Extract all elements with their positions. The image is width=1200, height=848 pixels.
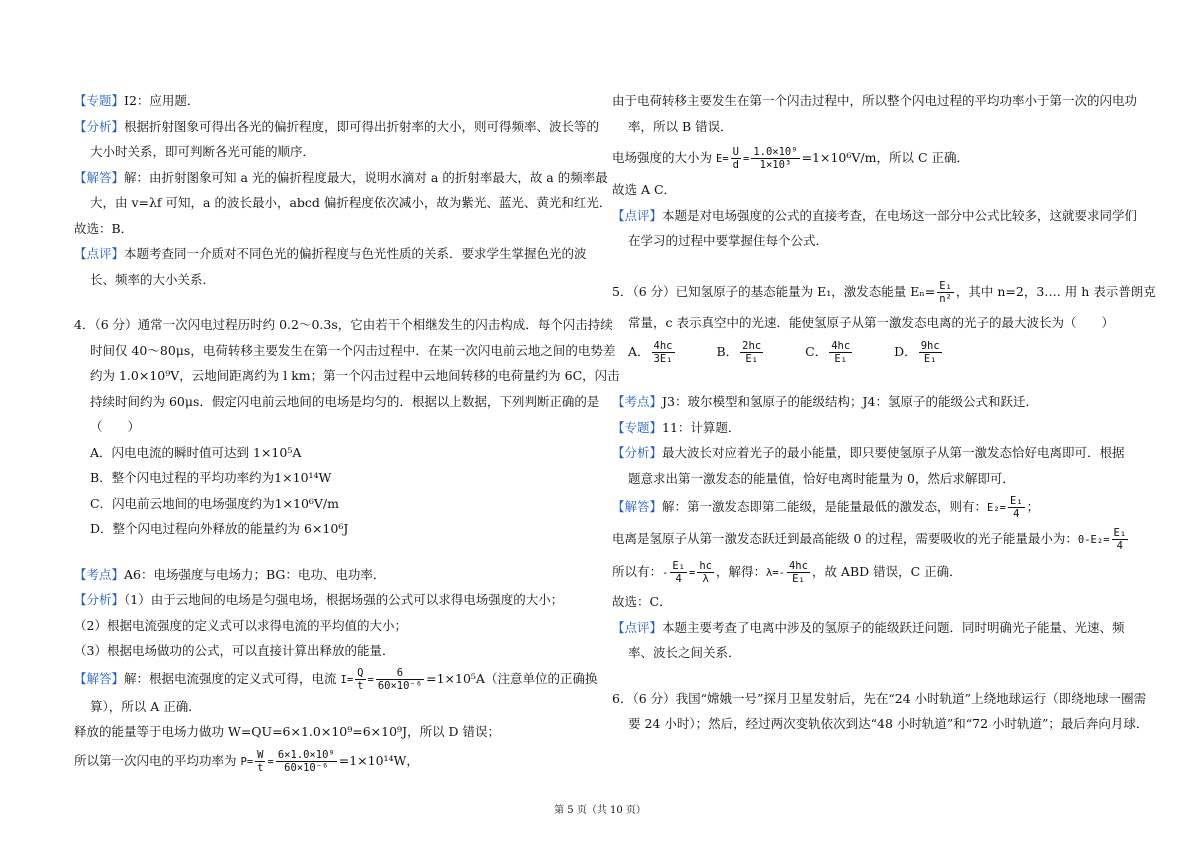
q5-zhuanti xyxy=(612,415,1132,441)
formula-e2-lhs: E₂= xyxy=(987,502,1006,514)
q4-option-c: C．闪电前云地间的电场强度约为1×10⁶V/m xyxy=(90,495,339,511)
spacer xyxy=(612,369,1132,389)
fraction-hc-over-lambda: $\frac{hc}{\lambda}$ xyxy=(699,560,712,585)
spacer xyxy=(612,666,1132,686)
q5-ionization-line xyxy=(612,523,1132,555)
q5-option-d: D． $\frac{9hc}{\text{E₁}}$ xyxy=(894,340,940,365)
fraction-6-over-60e-6: $\frac{6}{\text{60×10⁻⁶}}$ xyxy=(377,666,423,692)
fraction-e1-over-n2: $\frac{\text{E₁}}{\text{n²}}$ xyxy=(939,279,952,305)
formula-lambda-lhs: λ= xyxy=(766,567,779,579)
spacer xyxy=(612,254,1132,274)
q5-solve-text-2: ，解得： xyxy=(715,564,766,579)
q5-jieda-text: 解：第一激发态即第二能级，是能量最低的激发态，则有： xyxy=(662,499,988,514)
tag-dianping: 【点评】 xyxy=(612,207,663,223)
q4-kaodian xyxy=(74,562,594,588)
q6-stem-line-1: 6．（6 分）我国“嫦娥一号”探月卫星发射后，先在“24 小时轨道”上绕地球运行（即绕地球一圈需 xyxy=(612,690,1147,706)
tag-kaodian: 【考点】 xyxy=(612,394,663,409)
q4-field-text: 电场强度的大小为 xyxy=(612,150,713,165)
q3-zhuanti-text: I2：应用题． xyxy=(124,93,200,108)
q3-fenxi xyxy=(74,114,600,140)
tag-jieda: 【解答】 xyxy=(74,169,125,185)
tag-jieda: 【解答】 xyxy=(612,499,663,514)
fraction-energy-over-time: $\frac{\text{6×1.0×10⁹}}{\text{60×10⁻⁶}}$ xyxy=(277,748,335,774)
q4-option-d: D．整个闪电过程向外释放的能量约为 6×10⁶J xyxy=(90,521,349,536)
formula-power-lhs: P= xyxy=(240,755,254,768)
q4-dianping-text-2: 在学习的过程中要掌握住每个公式． xyxy=(628,233,829,248)
q4-stem-line-5: （ ） xyxy=(90,419,141,434)
q5-stem-text-2: ，其中 n=2，3…. 用 h 表示普朗克 xyxy=(955,283,1156,299)
page-footer: 第 5 页（共 10 页） xyxy=(554,805,646,816)
tag-zhuanti: 【专题】 xyxy=(612,419,663,435)
left-column xyxy=(74,88,620,777)
q5-fenxi-text-2: 题意求出第一激发态的能量值，恰好电离时能量为 0，然后求解即可． xyxy=(628,470,1015,486)
q4-dianping xyxy=(612,203,1138,229)
q3-fenxi-text-2: 大小时关系，即可判断各光可能的顺序． xyxy=(90,144,316,159)
q4-dianping-text-1: 本题是对电场强度的公式的直接考查，在电场这一部分中公式比较多，这就要求同学们 xyxy=(662,207,1138,223)
q4-jieda-note: （注意单位的正确换 xyxy=(484,670,598,686)
q5-options xyxy=(612,335,1132,369)
tag-dianping: 【点评】 xyxy=(612,619,663,635)
q3-fenxi-text-1: 根据折射图象可得出各光的偏折程度，即可得出折射率的大小，则可得频率、波长等的 xyxy=(124,118,600,134)
formula-field-lhs: E= xyxy=(716,153,729,165)
q5-stem-line-2: 常量，c 表示真空中的光速．能使氢原子从第一激发态电离的光子的最大波长为（ ） xyxy=(628,314,1114,330)
q4-stem-line-1: 4．（6 分）通常一次闪电过程历时约 0.2～0.3s，它由若干个相继发生的闪击构成．每个闪击持续 xyxy=(74,317,613,332)
q4-energy-line: 释放的能量等于电场力做功 W=QU=6×1.0×10⁹=6×10⁹J，所以 D 错误； xyxy=(74,724,501,739)
q4-field-line: 电场强度的大小为 E= $\frac{U}{d}$ = $\frac{\text{1.0×10⁹}}{\text{1×10³}}$ =1×10⁶V/m，所以 C 正确． xyxy=(612,146,969,171)
q5-dianping xyxy=(612,615,1132,641)
right-column xyxy=(612,88,1156,737)
formula-ion-lhs: 0-E₂= xyxy=(1077,534,1110,546)
q4-fenxi-text-3: （3）根据电场做功的公式，可以直接计算出释放的能量． xyxy=(74,643,395,658)
fraction-e1-over-4: $\frac{\text{E₁}}{4}$ xyxy=(672,560,685,585)
tag-fenxi: 【分析】 xyxy=(612,445,663,460)
fraction-voltage-over-distance: $\frac{\text{1.0×10⁹}}{\text{1×10³}}$ xyxy=(753,146,798,171)
tag-dianping: 【点评】 xyxy=(74,246,125,261)
q3-dianping-text-1: 本题考查同一介质对不同色光的偏折程度与色光性质的关系．要求学生掌握色光的波 xyxy=(124,246,587,261)
q5-kaodian-text: J3：玻尔模型和氢原子的能级结构；J4：氢原子的能级公式和跃迁． xyxy=(662,394,1038,409)
q3-dianping xyxy=(74,241,594,267)
q5-option-a: A． $\frac{4hc}{\text{3E₁}}$ xyxy=(628,340,673,365)
q3-dianping-text-2: 长、频率的大小关系． xyxy=(90,271,216,287)
spacer xyxy=(74,292,594,312)
q4-stem-line-2: 时间仅 40～80μs，电荷转移主要发生在第一个闪击过程中．在某一次闪电前云地之间的电势差 xyxy=(90,342,616,358)
q4-fenxi-text-2: （2）根据电流强度的定义式可以求得电流的平均值的大小； xyxy=(74,617,407,633)
q5-option-b: B． $\frac{2hc}{\text{E₁}}$ xyxy=(716,340,762,365)
q4-answer: 故选 A C． xyxy=(612,182,677,197)
q3-zhuanti xyxy=(74,88,594,114)
q6-stem-line-2: 要 24 小时）；然后，经过两次变轨依次到达“48 小时轨道”和“72 小时轨道”；最后奔向月球． xyxy=(628,716,1149,731)
tag-fenxi: 【分析】 xyxy=(74,592,125,607)
tag-zhuanti: 【专题】 xyxy=(74,93,125,108)
q5-stem-text-1: 5．（6 分）已知氢原子的基态能量为 E₁，激发态能量 Eₙ= xyxy=(612,283,936,299)
formula-power-rhs: =1×10¹⁴W， xyxy=(338,752,419,768)
tag-kaodian: 【考点】 xyxy=(74,566,125,582)
q4-power-compare-1: 由于电荷转移主要发生在第一个闪击过程中，所以整个闪电过程的平均功率小于第一次的闪电功 xyxy=(612,93,1138,108)
formula-e2-post: ； xyxy=(1026,499,1040,514)
q3-answer: 故选：B． xyxy=(74,220,134,236)
q4-stem-line-3: 约为 1.0×10⁹V，云地间距离约为 l km；第一个闪击过程中云地间转移的电荷量约为 6C，闪击 xyxy=(90,368,620,383)
fraction-4hc-over-e1: $\frac{4hc}{\text{E₁}}$ xyxy=(788,560,808,585)
formula-current-lhs: I= xyxy=(340,673,354,686)
q5-solve-text-3: ，故 ABD 错误，C 正确． xyxy=(811,564,962,579)
fraction-e1-over-4: $\frac{\text{E₁}}{4}$ xyxy=(1010,495,1023,520)
q5-zhuanti-text: 11：计算题． xyxy=(662,419,741,435)
q4-stem-line-4: 持续时间约为 60μs．假定闪电前云地间的电场是均匀的．根据以上数据，下列判断正确的是 xyxy=(90,393,600,409)
q4-jieda: 【解答】解：根据电流强度的定义式可得，电流 I= $\frac{Q}{t}$ = $\frac{6}{\text{60×10⁻⁶}}$ =1×10⁵A（注意单位的正确换 xyxy=(74,666,598,692)
q3-jieda-text-2: 大，由 v=λf 可知，a 的波长最小，abcd 偏折程度依次减小，故为紫光、蓝光、黄光和红光． xyxy=(90,195,612,210)
formula-current-rhs: =1×10⁵A xyxy=(426,670,485,686)
q5-solve-text-1: 所以有： xyxy=(612,564,663,579)
q5-answer: 故选：C． xyxy=(612,594,672,609)
q5-stem-line-1 xyxy=(612,274,1156,310)
q4-fenxi-text-1: （1）由于云地间的电场是匀强电场，根据场强的公式可以求得电场强度的大小； xyxy=(124,592,564,607)
q4-fenxi xyxy=(74,587,594,613)
q4-option-a: A．闪电电流的瞬时值可达到 1×10⁵A xyxy=(90,444,302,460)
q3-jieda-text-1: 解：由折射图象可知 a 光的偏折程度最大，说明水滴对 a 的折射率最大，故 a 的频率最 xyxy=(124,169,608,185)
q4-jieda-text-1: 解：根据电流强度的定义式可得，电流 xyxy=(124,670,337,686)
q5-dianping-text-1: 本题主要考查了电离中涉及的氢原子的能级跃迁问题．同时明确光子能量、光速、频 xyxy=(662,619,1125,635)
q5-fenxi-text-1: 最大波长对应着光子的最小能量，即只要使氢原子从第一激发态恰好电离即可．根据 xyxy=(662,445,1125,460)
spacer xyxy=(74,542,594,562)
q4-kaodian-text: A6：电场强度与电场力；BG：电功、电功率． xyxy=(124,566,386,582)
q5-option-c: C． $\frac{4hc}{\text{E₁}}$ xyxy=(805,340,851,365)
fraction-e1-over-4: $\frac{\text{E₁}}{4}$ xyxy=(1113,527,1127,552)
fraction-u-over-d: $\frac{U}{d}$ xyxy=(732,146,739,171)
q4-option-b: B．整个闪电过程的平均功率约为1×10¹⁴W xyxy=(90,470,332,485)
q5-jieda xyxy=(612,491,1132,523)
q4-power-compare-2: 率，所以 B 错误． xyxy=(628,118,733,134)
fraction-q-over-t: $\frac{Q}{t}$ xyxy=(357,666,364,692)
q5-fenxi xyxy=(612,440,1132,466)
q4-jieda-text-2: 算），所以 A 正确． xyxy=(90,698,201,714)
q5-kaodian xyxy=(612,389,1132,415)
q5-dianping-text-2: 率、波长之间关系． xyxy=(628,645,741,660)
tag-fenxi: 【分析】 xyxy=(74,118,125,134)
q5-solve-line: 所以有：- $\frac{\text{E₁}}{4}$ = $\frac{hc}{\lambda}$ ，解得：λ=- $\frac{4hc}{\text{E₁}}$ ，故 ABD 错误，C 正确． xyxy=(612,560,962,585)
q3-jieda xyxy=(74,165,608,191)
fraction-w-over-t: $\frac{W}{t}$ xyxy=(257,748,264,774)
q4-power-line: 所以第一次闪电的平均功率为 P= $\frac{W}{t}$ = $\frac{\text{6×1.0×10⁹}}{\text{60×10⁻⁶}}$ =1×10¹⁴W， xyxy=(74,748,419,774)
formula-field-rhs: =1×10⁶V/m，所以 C 正确． xyxy=(801,150,969,165)
tag-jieda: 【解答】 xyxy=(74,670,125,686)
q4-power-text: 所以第一次闪电的平均功率为 xyxy=(74,752,237,768)
q5-ionization-text: 电离是氢原子从第一激发态跃迁到最高能级 0 的过程，需要吸收的光子能量最小为： xyxy=(612,531,1078,546)
